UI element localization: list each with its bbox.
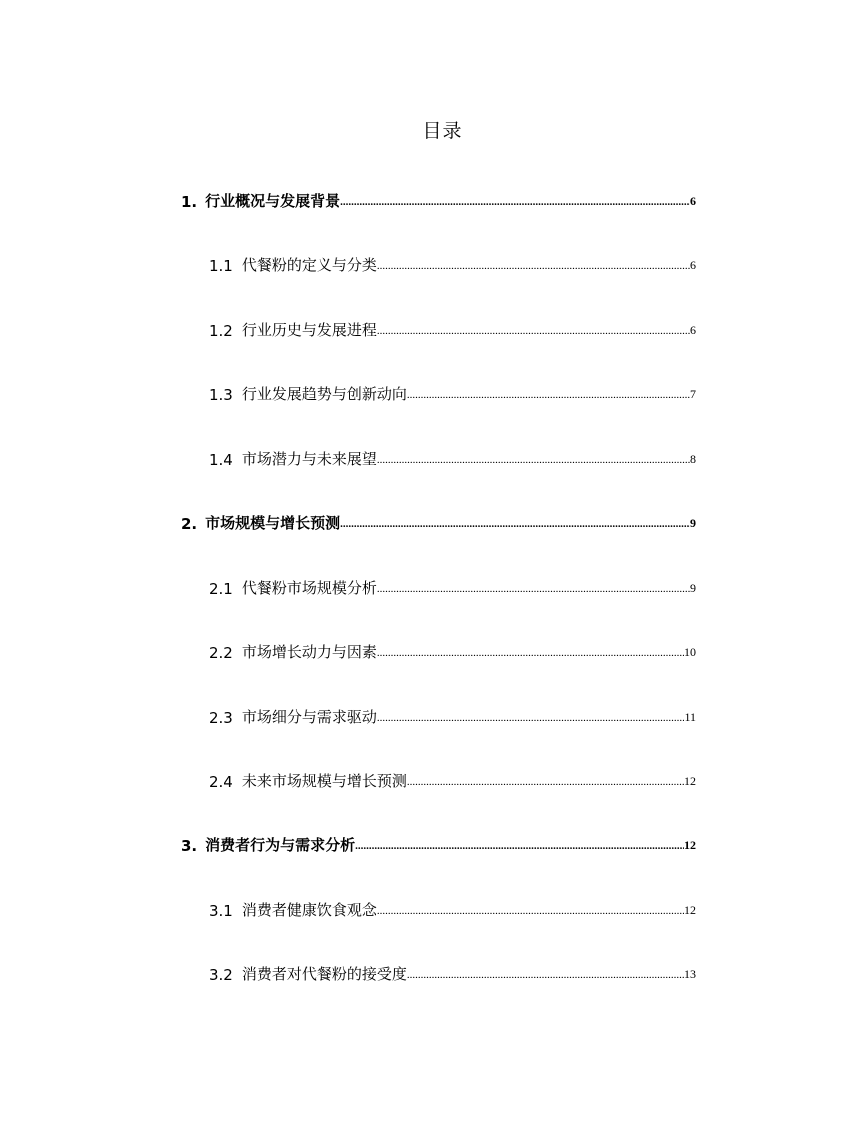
dot-leader [377, 260, 690, 272]
dot-leader [407, 776, 684, 788]
toc-entry-title: 未来市场规模与增长预测 [241, 772, 407, 790]
toc-entry-3[interactable] [181, 821, 696, 855]
toc-entry-2-3[interactable] [209, 693, 696, 727]
toc-entry-page: 8 [690, 452, 696, 466]
dot-leader [355, 840, 684, 852]
toc-entry-title: 市场增长动力与因素 [241, 643, 377, 661]
dot-leader [377, 647, 684, 659]
toc-entry-1-4[interactable] [209, 435, 696, 469]
toc-entry-title: 消费者行为与需求分析 [205, 836, 356, 854]
toc-entry-page: 7 [690, 387, 696, 401]
toc-entry-1[interactable] [181, 177, 696, 211]
toc-entry-page: 6 [690, 258, 696, 272]
toc-entry-page: 9 [690, 581, 696, 595]
toc-entry-title: 行业历史与发展进程 [241, 321, 377, 339]
toc-entry-3-2[interactable] [209, 950, 696, 984]
dot-leader [377, 712, 685, 724]
dot-leader [340, 196, 690, 208]
dot-leader [340, 518, 690, 530]
toc-entry-page: 11 [684, 710, 696, 724]
toc-entry-title: 消费者对代餐粉的接受度 [241, 965, 407, 983]
dot-leader [377, 454, 690, 466]
toc-entry-2-4[interactable] [209, 757, 696, 791]
toc-entry-page: 9 [690, 516, 696, 530]
toc-entry-title: 消费者健康饮食观念 [241, 901, 377, 919]
dot-leader [377, 905, 684, 917]
toc-entry-number: 2.4 [209, 773, 233, 791]
toc-entry-page: 12 [684, 838, 696, 852]
toc-entry-title: 行业概况与发展背景 [205, 192, 341, 210]
toc-entry-number: 3.2 [209, 966, 233, 984]
toc-entry-title: 市场细分与需求驱动 [241, 708, 377, 726]
toc-entry-page: 13 [684, 967, 696, 981]
toc-entry-title: 市场潜力与未来展望 [241, 450, 377, 468]
toc-entry-title: 行业发展趋势与创新动向 [241, 385, 407, 403]
toc-entry-number: 3. [181, 837, 198, 855]
toc-entry-number: 1.2 [209, 322, 233, 340]
toc-entry-page: 6 [690, 323, 696, 337]
dot-leader [407, 389, 690, 401]
toc-entry-3-1[interactable] [209, 886, 696, 920]
toc-entry-number: 1.1 [209, 257, 233, 275]
dot-leader [407, 969, 684, 981]
toc-entry-1-1[interactable] [209, 241, 696, 275]
toc-entry-number: 1.4 [209, 451, 233, 469]
toc-entry-title: 代餐粉的定义与分类 [241, 256, 377, 274]
toc-entry-number: 2. [181, 515, 198, 533]
dot-leader [377, 583, 690, 595]
toc-title: 目录 [422, 120, 463, 142]
toc-entry-number: 1.3 [209, 386, 233, 404]
toc-entry-page: 12 [684, 903, 696, 917]
toc-entry-number: 2.3 [209, 709, 233, 727]
toc-entry-number: 2.1 [209, 580, 233, 598]
toc-entry-page: 12 [684, 774, 696, 788]
dot-leader [377, 325, 690, 337]
toc-entry-number: 1. [181, 193, 198, 211]
toc-entry-page: 10 [684, 645, 696, 659]
toc-entry-2[interactable] [181, 499, 696, 533]
toc-entry-title: 代餐粉市场规模分析 [241, 579, 377, 597]
toc-entry-page: 6 [690, 194, 696, 208]
toc-entry-1-2[interactable] [209, 306, 696, 340]
toc-entry-2-2[interactable] [209, 628, 696, 662]
toc-entry-2-1[interactable] [209, 564, 696, 598]
toc-entry-number: 2.2 [209, 644, 233, 662]
toc-entry-number: 3.1 [209, 902, 233, 920]
toc-entry-1-3[interactable] [209, 370, 696, 404]
toc-entry-title: 市场规模与增长预测 [205, 514, 341, 532]
